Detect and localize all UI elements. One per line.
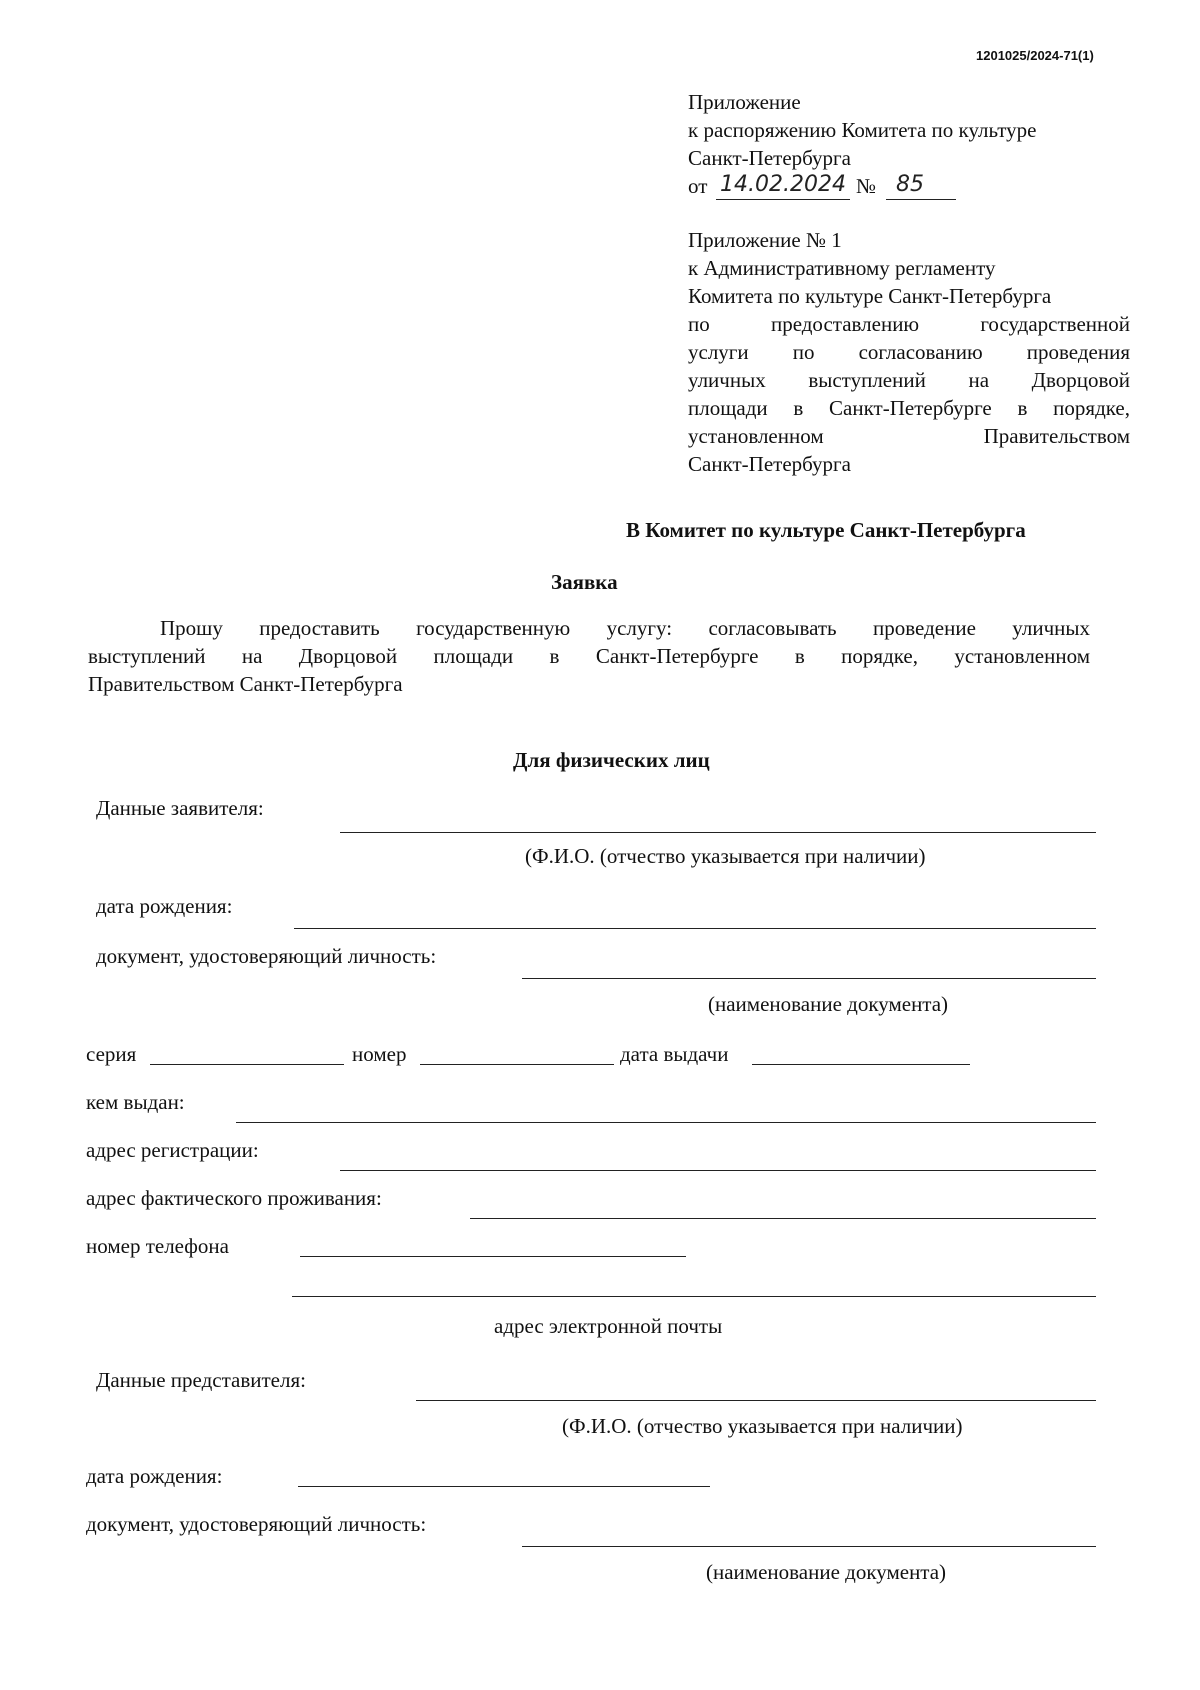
appendix-order-number-handwritten: 85 [896, 172, 924, 197]
representative-birth-field[interactable] [298, 1486, 710, 1487]
appendix-reg-line7: площади в Санкт-Петербурге в порядке, [688, 396, 1130, 420]
applicant-issued-by-field[interactable] [236, 1122, 1096, 1123]
applicant-actual-address-field[interactable] [470, 1218, 1096, 1219]
applicant-email-field[interactable] [292, 1296, 1096, 1297]
applicant-birth-field[interactable] [294, 928, 1096, 929]
applicant-issue-date-label: дата выдачи [620, 1042, 729, 1066]
appendix-reg-line5: услуги по согласованию проведения [688, 340, 1130, 364]
request-text-line3: Правительством Санкт-Петербурга [88, 672, 403, 696]
applicant-phone-field[interactable] [300, 1256, 686, 1257]
applicant-id-doc-label: документ, удостоверяющий личность: [96, 944, 437, 968]
appendix-order-date-underline [716, 199, 850, 200]
applicant-reg-address-field[interactable] [340, 1170, 1096, 1171]
addressee: В Комитет по культуре Санкт-Петербурга [626, 518, 1026, 542]
appendix-order-number-underline [886, 199, 956, 200]
applicant-fio-field[interactable] [340, 832, 1096, 833]
appendix-reg-line6: уличных выступлений на Дворцовой [688, 368, 1130, 392]
applicant-number-label: номер [352, 1042, 407, 1066]
appendix-reg-line3: Комитета по культуре Санкт-Петербурга [688, 284, 1052, 308]
representative-doc-name-hint: (наименование документа) [706, 1560, 947, 1584]
appendix-order-date-prefix: от [688, 174, 708, 198]
applicant-fio-hint: (Ф.И.О. (отчество указывается при наличии) [525, 844, 926, 868]
applicant-doc-name-hint: (наименование документа) [708, 992, 949, 1016]
appendix-order-number-prefix: № [856, 174, 877, 198]
applicant-actual-address-label: адрес фактического проживания: [86, 1186, 382, 1210]
applicant-series-label: серия [86, 1042, 137, 1066]
appendix-order-line1: Приложение [688, 90, 801, 114]
applicant-birth-label: дата рождения: [96, 894, 233, 918]
representative-id-doc-label: документ, удостоверяющий личность: [86, 1512, 427, 1536]
representative-fio-hint: (Ф.И.О. (отчество указывается при наличии) [562, 1414, 963, 1438]
appendix-reg-line4: по предоставлению государственной [688, 312, 1130, 336]
applicant-id-doc-field[interactable] [522, 978, 1096, 979]
applicant-number-field[interactable] [420, 1064, 614, 1065]
representative-fio-field[interactable] [416, 1400, 1096, 1401]
applicant-issued-by-label: кем выдан: [86, 1090, 185, 1114]
applicant-issue-date-field[interactable] [752, 1064, 970, 1065]
applicant-reg-address-label: адрес регистрации: [86, 1138, 259, 1162]
appendix-order-line2: к распоряжению Комитета по культуре [688, 118, 1037, 142]
request-text-line1: Прошу предоставить государственную услугу: согласовывать проведение уличных [160, 616, 1090, 640]
appendix-reg-line2: к Административному регламенту [688, 256, 996, 280]
section-title: Для физических лиц [513, 748, 710, 772]
representative-id-doc-field[interactable] [522, 1546, 1096, 1547]
appendix-reg-line9: Санкт-Петербурга [688, 452, 851, 476]
document-code: 1201025/2024-71(1) [976, 48, 1094, 63]
request-text-line2: выступлений на Дворцовой площади в Санкт-Петербурге в порядке, установленном [88, 644, 1090, 668]
appendix-order-line3: Санкт-Петербурга [688, 146, 851, 170]
applicant-series-field[interactable] [150, 1064, 344, 1065]
representative-birth-label: дата рождения: [86, 1464, 223, 1488]
applicant-phone-label: номер телефона [86, 1234, 229, 1258]
appendix-reg-line8: установленном Правительством [688, 424, 1130, 448]
document-title: Заявка [551, 570, 618, 594]
appendix-reg-line1: Приложение № 1 [688, 228, 842, 252]
appendix-order-date-handwritten: 14.02.2024 [720, 172, 846, 197]
applicant-data-label: Данные заявителя: [96, 796, 264, 820]
representative-data-label: Данные представителя: [96, 1368, 306, 1392]
applicant-email-hint: адрес электронной почты [494, 1314, 723, 1338]
